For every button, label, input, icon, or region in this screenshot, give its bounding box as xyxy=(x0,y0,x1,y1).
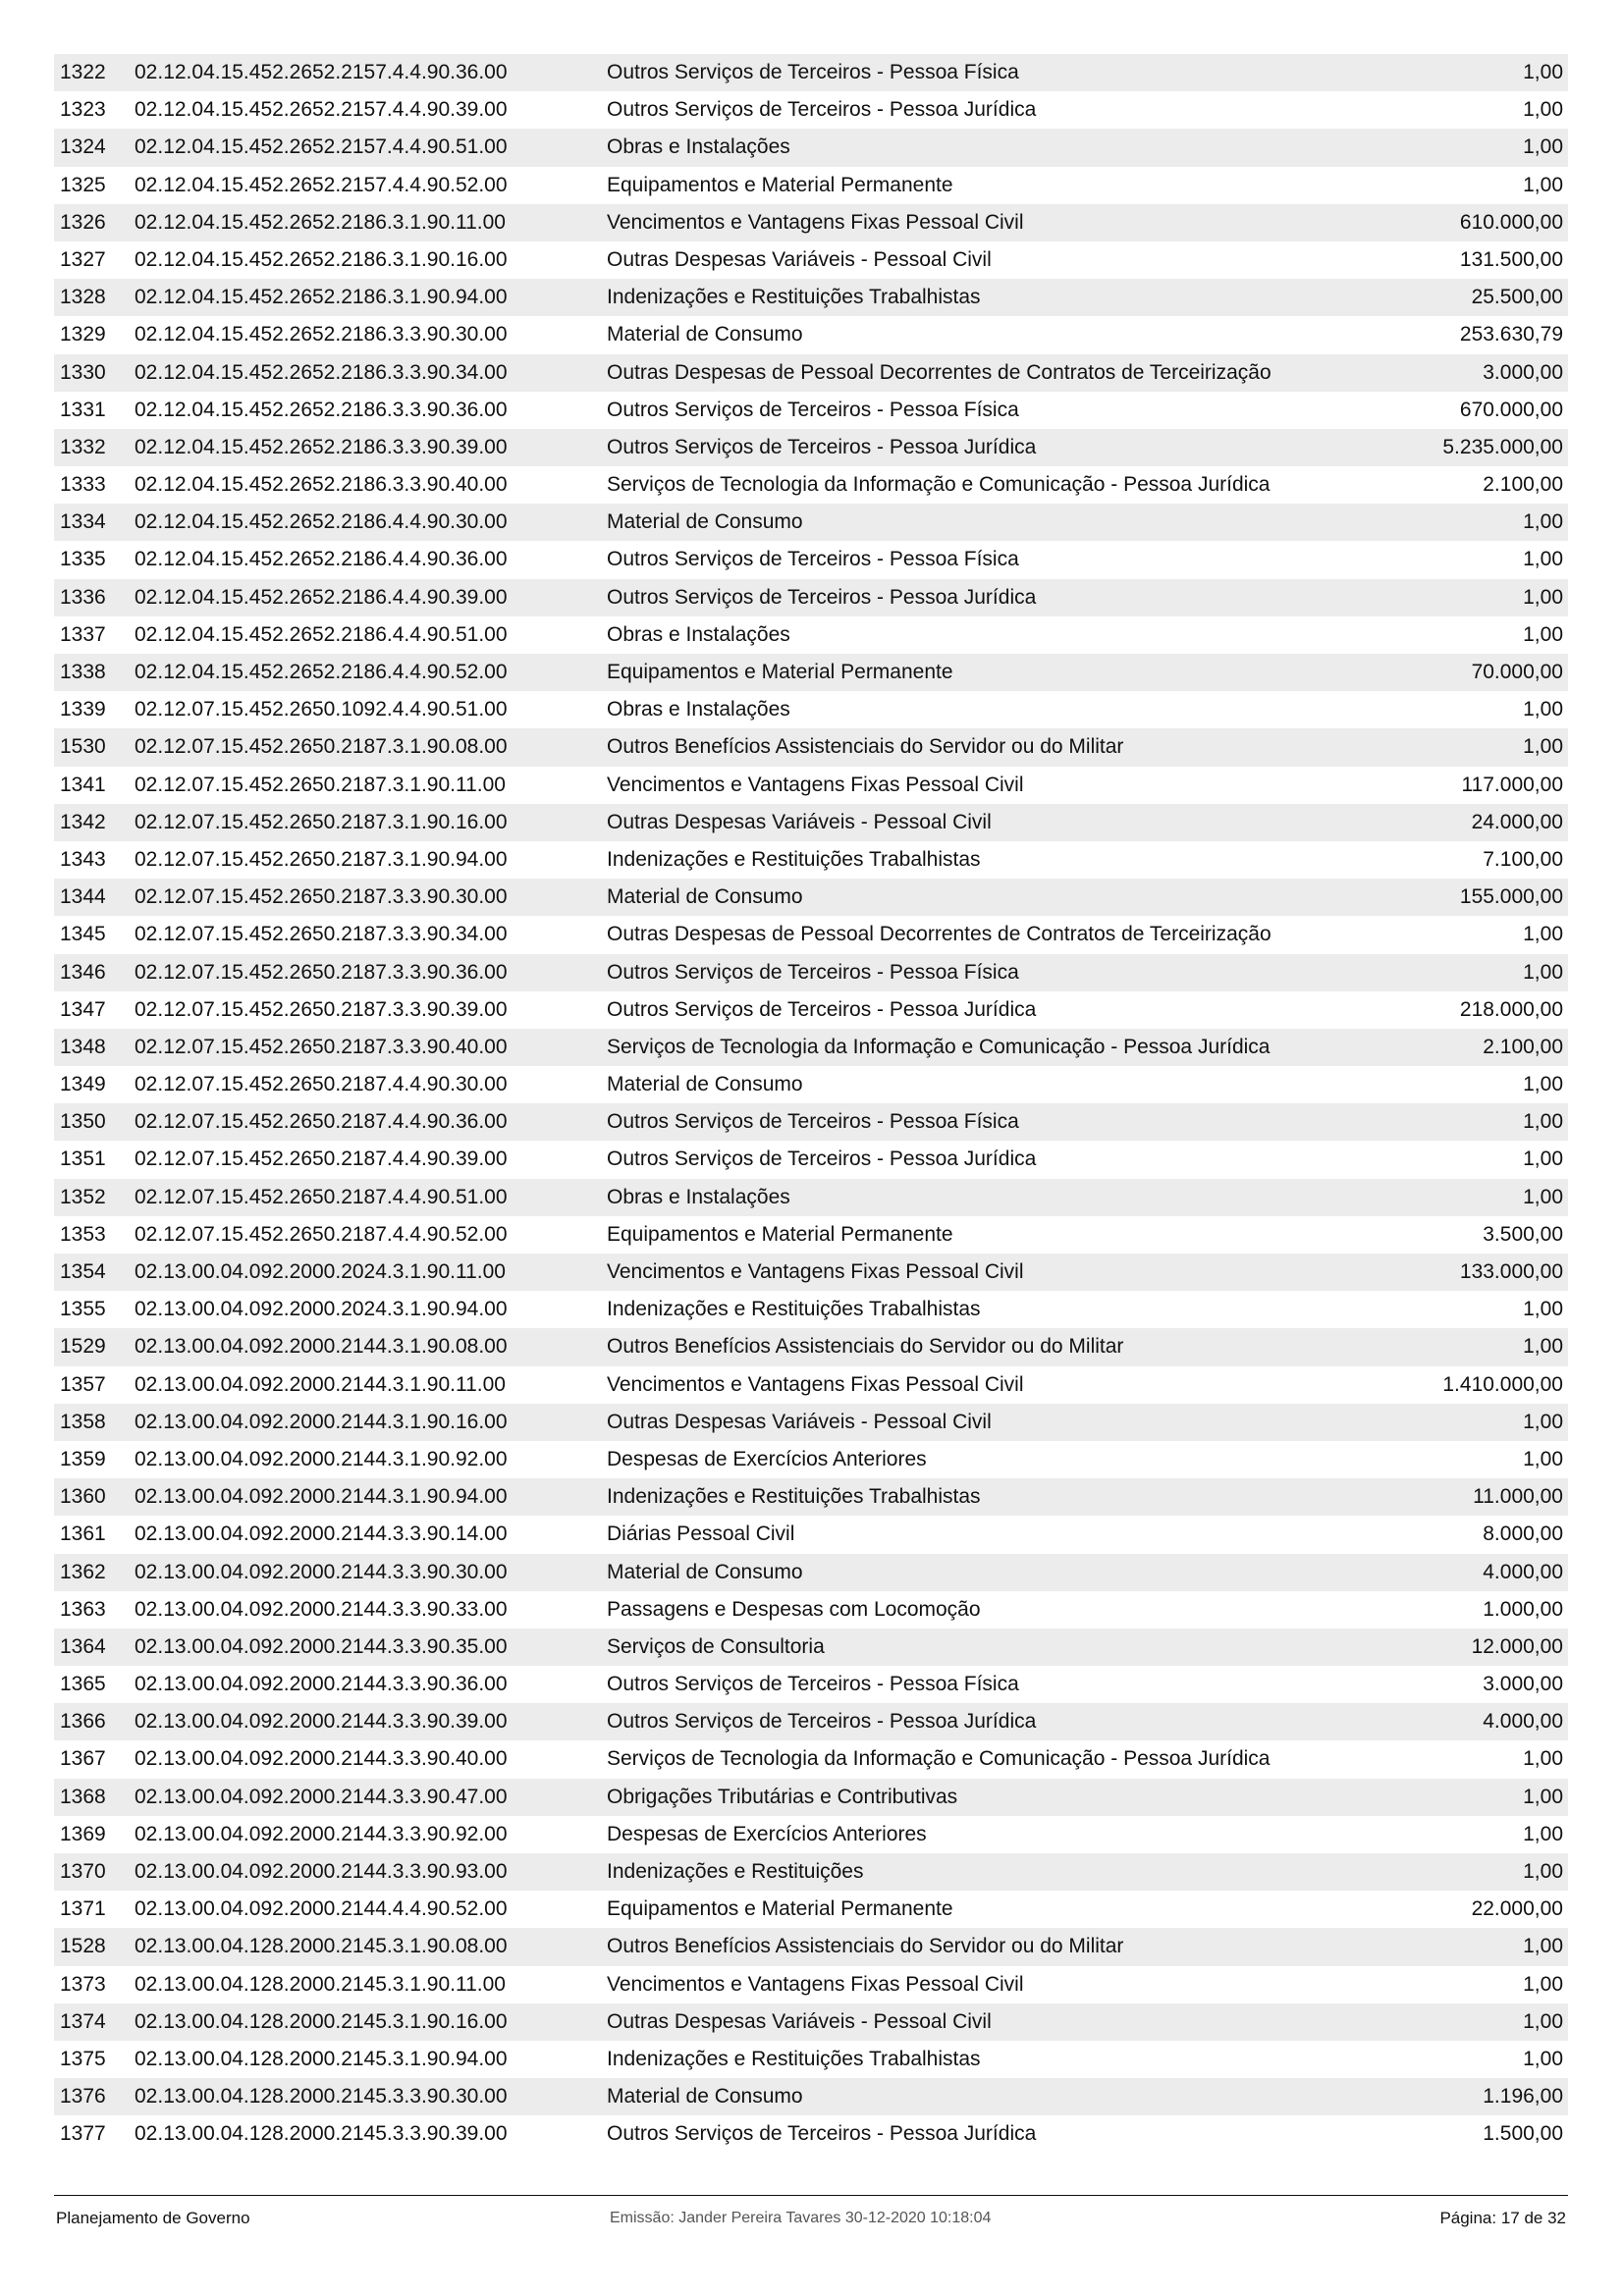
table-row xyxy=(54,1591,1568,1629)
row-value: 1,00 xyxy=(1523,960,1563,984)
row-number: 1357 xyxy=(60,1372,106,1396)
row-value: 1,00 xyxy=(1523,698,1563,721)
table-row xyxy=(54,1703,1568,1740)
table-row xyxy=(54,1366,1568,1404)
row-value: 1,00 xyxy=(1523,1822,1563,1845)
row-value: 1,00 xyxy=(1523,1298,1563,1321)
row-description: Outros Serviços de Terceiros - Pessoa Física xyxy=(607,398,1019,421)
row-description: Equipamentos e Material Permanente xyxy=(607,1897,953,1921)
row-code: 02.13.00.04.092.2000.2144.3.1.90.16.00 xyxy=(135,1410,508,1433)
row-description: Outras Despesas Variáveis - Pessoal Civil xyxy=(607,247,992,271)
row-description: Despesas de Exercícios Anteriores xyxy=(607,1447,927,1470)
row-value: 5.235.000,00 xyxy=(1442,435,1563,458)
row-value: 1,00 xyxy=(1523,1935,1563,1958)
row-number: 1337 xyxy=(60,622,106,646)
row-value: 1,00 xyxy=(1523,1747,1563,1771)
row-value: 24.000,00 xyxy=(1471,810,1563,833)
row-description: Equipamentos e Material Permanente xyxy=(607,1222,953,1246)
row-value: 1,00 xyxy=(1523,585,1563,609)
row-value: 1.196,00 xyxy=(1483,2085,1563,2109)
row-number: 1362 xyxy=(60,1560,106,1583)
row-code: 02.12.04.15.452.2652.2186.3.1.90.11.00 xyxy=(135,210,506,234)
row-value: 670.000,00 xyxy=(1459,398,1563,421)
table-row xyxy=(54,1478,1568,1516)
row-code: 02.12.07.15.452.2650.2187.3.1.90.94.00 xyxy=(135,847,508,871)
row-description: Material de Consumo xyxy=(607,2085,803,2109)
row-number: 1333 xyxy=(60,473,106,497)
row-description: Indenizações e Restituições Trabalhistas xyxy=(607,2047,981,2070)
row-code: 02.12.07.15.452.2650.1092.4.4.90.51.00 xyxy=(135,698,508,721)
row-number: 1345 xyxy=(60,923,106,946)
row-value: 1,00 xyxy=(1523,98,1563,122)
row-description: Outros Serviços de Terceiros - Pessoa Jurídica xyxy=(607,997,1037,1021)
row-number: 1343 xyxy=(60,847,106,871)
row-number: 1354 xyxy=(60,1260,106,1283)
row-code: 02.12.04.15.452.2652.2186.3.1.90.94.00 xyxy=(135,286,508,309)
table-row xyxy=(54,991,1568,1029)
row-code: 02.13.00.04.092.2000.2144.3.1.90.11.00 xyxy=(135,1372,506,1396)
footer-divider xyxy=(54,2195,1568,2196)
table-row xyxy=(54,204,1568,241)
row-number: 1352 xyxy=(60,1185,106,1208)
row-value: 4.000,00 xyxy=(1483,1560,1563,1583)
row-code: 02.13.00.04.092.2000.2144.3.3.90.36.00 xyxy=(135,1673,508,1696)
row-code: 02.12.04.15.452.2652.2186.4.4.90.52.00 xyxy=(135,661,508,683)
table-row xyxy=(54,728,1568,766)
row-number: 1353 xyxy=(60,1222,106,1246)
table-row xyxy=(54,1441,1568,1478)
row-code: 02.12.07.15.452.2650.2187.3.1.90.16.00 xyxy=(135,810,508,833)
table-row xyxy=(54,1629,1568,1666)
row-code: 02.12.07.15.452.2650.2187.3.3.90.36.00 xyxy=(135,960,508,984)
row-code: 02.13.00.04.092.2000.2144.3.3.90.47.00 xyxy=(135,1785,508,1808)
row-code: 02.12.07.15.452.2650.2187.3.1.90.08.00 xyxy=(135,735,508,759)
row-value: 1,00 xyxy=(1523,1860,1563,1883)
row-code: 02.13.00.04.092.2000.2144.3.3.90.40.00 xyxy=(135,1747,508,1771)
row-description: Indenizações e Restituições Trabalhistas xyxy=(607,1485,981,1509)
footer-page-number: Página: 17 de 32 xyxy=(1439,2209,1566,2227)
row-code: 02.12.04.15.452.2652.2186.3.1.90.16.00 xyxy=(135,247,508,271)
row-number: 1370 xyxy=(60,1860,106,1883)
row-code: 02.12.07.15.452.2650.2187.3.3.90.40.00 xyxy=(135,1035,508,1058)
row-code: 02.12.07.15.452.2650.2187.3.3.90.34.00 xyxy=(135,923,508,946)
row-code: 02.12.04.15.452.2652.2186.3.3.90.39.00 xyxy=(135,435,508,458)
row-code: 02.12.04.15.452.2652.2157.4.4.90.51.00 xyxy=(135,135,508,159)
row-description: Material de Consumo xyxy=(607,1560,803,1583)
row-number: 1324 xyxy=(60,135,106,159)
row-number: 1371 xyxy=(60,1897,106,1921)
row-value: 25.500,00 xyxy=(1471,286,1563,309)
row-number: 1330 xyxy=(60,360,106,384)
row-number: 1341 xyxy=(60,773,106,796)
row-number: 1348 xyxy=(60,1035,106,1058)
row-value: 12.000,00 xyxy=(1471,1634,1563,1658)
row-code: 02.12.04.15.452.2652.2186.3.3.90.36.00 xyxy=(135,398,508,421)
row-description: Outros Serviços de Terceiros - Pessoa Física xyxy=(607,960,1019,984)
row-value: 1,00 xyxy=(1523,1148,1563,1171)
row-code: 02.13.00.04.092.2000.2144.3.3.90.92.00 xyxy=(135,1822,508,1845)
table-row xyxy=(54,54,1568,91)
row-value: 1,00 xyxy=(1523,2047,1563,2070)
row-value: 1,00 xyxy=(1523,173,1563,196)
row-description: Outros Serviços de Terceiros - Pessoa Física xyxy=(607,61,1019,83)
row-number: 1369 xyxy=(60,1822,106,1845)
row-value: 2.100,00 xyxy=(1483,1035,1563,1058)
footer-org: Planejamento de Governo xyxy=(56,2209,250,2227)
table-row xyxy=(54,1816,1568,1853)
table-row xyxy=(54,167,1568,204)
row-number: 1322 xyxy=(60,61,106,83)
row-value: 70.000,00 xyxy=(1471,661,1563,683)
row-value: 1,00 xyxy=(1523,735,1563,759)
row-number: 1366 xyxy=(60,1710,106,1734)
row-description: Outros Serviços de Terceiros - Pessoa Física xyxy=(607,1110,1019,1134)
table-row xyxy=(54,1516,1568,1553)
row-code: 02.13.00.04.128.2000.2145.3.1.90.94.00 xyxy=(135,2047,508,2070)
row-description: Serviços de Tecnologia da Informação e Comunicação - Pessoa Jurídica xyxy=(607,473,1271,497)
row-value: 11.000,00 xyxy=(1473,1485,1563,1509)
row-value: 253.630,79 xyxy=(1459,323,1563,347)
row-code: 02.13.00.04.128.2000.2145.3.1.90.08.00 xyxy=(135,1935,508,1958)
row-description: Outros Benefícios Assistenciais do Servidor ou do Militar xyxy=(607,735,1124,759)
row-value: 1,00 xyxy=(1523,1410,1563,1433)
row-number: 1359 xyxy=(60,1447,106,1470)
row-code: 02.12.04.15.452.2652.2186.4.4.90.51.00 xyxy=(135,622,508,646)
table-row xyxy=(54,392,1568,429)
row-number: 1375 xyxy=(60,2047,106,2070)
row-description: Outros Serviços de Terceiros - Pessoa Jurídica xyxy=(607,1148,1037,1171)
row-code: 02.13.00.04.092.2000.2144.3.1.90.92.00 xyxy=(135,1447,508,1470)
table-row xyxy=(54,954,1568,991)
row-code: 02.13.00.04.092.2000.2024.3.1.90.94.00 xyxy=(135,1298,508,1321)
row-description: Despesas de Exercícios Anteriores xyxy=(607,1822,927,1845)
row-code: 02.12.07.15.452.2650.2187.4.4.90.39.00 xyxy=(135,1148,508,1171)
row-value: 1,00 xyxy=(1523,1185,1563,1208)
row-number: 1338 xyxy=(60,661,106,683)
row-number: 1334 xyxy=(60,510,106,534)
table-row xyxy=(54,1328,1568,1365)
table-row xyxy=(54,579,1568,616)
row-description: Outras Despesas Variáveis - Pessoal Civil xyxy=(607,2009,992,2033)
row-description: Vencimentos e Vantagens Fixas Pessoal Civil xyxy=(607,1372,1024,1396)
row-description: Outras Despesas Variáveis - Pessoal Civil xyxy=(607,1410,992,1433)
row-description: Outras Despesas Variáveis - Pessoal Civil xyxy=(607,810,992,833)
row-code: 02.13.00.04.092.2000.2144.3.3.90.93.00 xyxy=(135,1860,508,1883)
row-number: 1363 xyxy=(60,1597,106,1621)
table-row xyxy=(54,129,1568,166)
row-description: Material de Consumo xyxy=(607,323,803,347)
row-description: Obras e Instalações xyxy=(607,1185,790,1208)
row-value: 1,00 xyxy=(1523,1335,1563,1359)
budget-table xyxy=(54,54,1568,2154)
row-number: 1377 xyxy=(60,2122,106,2146)
row-code: 02.12.07.15.452.2650.2187.4.4.90.30.00 xyxy=(135,1073,508,1096)
row-number: 1528 xyxy=(60,1935,106,1958)
table-row xyxy=(54,2115,1568,2153)
row-code: 02.12.04.15.452.2652.2186.3.3.90.34.00 xyxy=(135,360,508,384)
row-number: 1365 xyxy=(60,1673,106,1696)
row-number: 1339 xyxy=(60,698,106,721)
row-number: 1328 xyxy=(60,286,106,309)
row-value: 1,00 xyxy=(1523,510,1563,534)
row-number: 1344 xyxy=(60,885,106,909)
row-value: 133.000,00 xyxy=(1459,1260,1563,1283)
table-row xyxy=(54,429,1568,466)
footer-emission: Emissão: Jander Pereira Tavares 30-12-2020 10:18:04 xyxy=(610,2210,992,2226)
row-value: 3.000,00 xyxy=(1483,1673,1563,1696)
table-row xyxy=(54,1141,1568,1178)
row-value: 3.000,00 xyxy=(1483,360,1563,384)
row-code: 02.12.07.15.452.2650.2187.3.3.90.39.00 xyxy=(135,997,508,1021)
row-value: 1,00 xyxy=(1523,1447,1563,1470)
row-value: 22.000,00 xyxy=(1471,1897,1563,1921)
row-description: Serviços de Consultoria xyxy=(607,1634,825,1658)
row-code: 02.13.00.04.092.2000.2144.4.4.90.52.00 xyxy=(135,1897,508,1921)
table-row xyxy=(54,1666,1568,1703)
row-description: Outros Serviços de Terceiros - Pessoa Jurídica xyxy=(607,585,1037,609)
row-description: Obrigações Tributárias e Contributivas xyxy=(607,1785,958,1808)
table-row xyxy=(54,241,1568,279)
row-number: 1358 xyxy=(60,1410,106,1433)
row-description: Indenizações e Restituições Trabalhistas xyxy=(607,847,981,871)
row-value: 1,00 xyxy=(1523,622,1563,646)
row-code: 02.13.00.04.128.2000.2145.3.3.90.39.00 xyxy=(135,2122,508,2146)
table-row xyxy=(54,1179,1568,1216)
table-row xyxy=(54,1966,1568,2003)
row-description: Serviços de Tecnologia da Informação e Comunicação - Pessoa Jurídica xyxy=(607,1747,1271,1771)
row-number: 1335 xyxy=(60,548,106,571)
row-number: 1530 xyxy=(60,735,106,759)
row-description: Outros Serviços de Terceiros - Pessoa Física xyxy=(607,548,1019,571)
row-value: 1,00 xyxy=(1523,1073,1563,1096)
row-number: 1376 xyxy=(60,2085,106,2109)
row-description: Equipamentos e Material Permanente xyxy=(607,661,953,683)
table-row xyxy=(54,504,1568,541)
row-value: 1,00 xyxy=(1523,2009,1563,2033)
row-description: Obras e Instalações xyxy=(607,135,790,159)
row-code: 02.13.00.04.092.2000.2144.3.3.90.30.00 xyxy=(135,1560,508,1583)
table-row xyxy=(54,916,1568,953)
row-description: Outros Benefícios Assistenciais do Servidor ou do Militar xyxy=(607,1335,1124,1359)
table-row xyxy=(54,541,1568,578)
row-value: 610.000,00 xyxy=(1459,210,1563,234)
table-row xyxy=(54,354,1568,392)
row-description: Outros Serviços de Terceiros - Pessoa Jurídica xyxy=(607,98,1037,122)
table-row xyxy=(54,1291,1568,1328)
table-row xyxy=(54,841,1568,879)
row-code: 02.13.00.04.128.2000.2145.3.1.90.11.00 xyxy=(135,1972,506,1996)
row-code: 02.12.04.15.452.2652.2186.4.4.90.30.00 xyxy=(135,510,508,534)
row-code: 02.13.00.04.092.2000.2144.3.3.90.33.00 xyxy=(135,1597,508,1621)
row-description: Indenizações e Restituições Trabalhistas xyxy=(607,286,981,309)
row-description: Obras e Instalações xyxy=(607,622,790,646)
row-code: 02.13.00.04.092.2000.2144.3.3.90.35.00 xyxy=(135,1634,508,1658)
table-row xyxy=(54,1029,1568,1066)
row-description: Vencimentos e Vantagens Fixas Pessoal Civil xyxy=(607,1972,1024,1996)
table-row xyxy=(54,1740,1568,1778)
row-number: 1342 xyxy=(60,810,106,833)
table-row xyxy=(54,1103,1568,1141)
row-description: Serviços de Tecnologia da Informação e Comunicação - Pessoa Jurídica xyxy=(607,1035,1271,1058)
row-description: Diárias Pessoal Civil xyxy=(607,1522,795,1546)
row-number: 1323 xyxy=(60,98,106,122)
row-number: 1368 xyxy=(60,1785,106,1808)
row-number: 1336 xyxy=(60,585,106,609)
table-row xyxy=(54,1928,1568,1965)
row-code: 02.13.00.04.128.2000.2145.3.1.90.16.00 xyxy=(135,2009,508,2033)
row-value: 7.100,00 xyxy=(1483,847,1563,871)
row-number: 1349 xyxy=(60,1073,106,1096)
row-description: Vencimentos e Vantagens Fixas Pessoal Civil xyxy=(607,210,1024,234)
row-number: 1364 xyxy=(60,1634,106,1658)
table-row xyxy=(54,1066,1568,1103)
row-number: 1374 xyxy=(60,2009,106,2033)
table-row xyxy=(54,1554,1568,1591)
row-code: 02.12.04.15.452.2652.2157.4.4.90.52.00 xyxy=(135,173,508,196)
row-description: Indenizações e Restituições xyxy=(607,1860,864,1883)
row-description: Outras Despesas de Pessoal Decorrentes de Contratos de Terceirização xyxy=(607,923,1271,946)
row-value: 2.100,00 xyxy=(1483,473,1563,497)
row-number: 1367 xyxy=(60,1747,106,1771)
row-value: 8.000,00 xyxy=(1483,1522,1563,1546)
row-value: 1.500,00 xyxy=(1483,2122,1563,2146)
row-code: 02.13.00.04.092.2000.2144.3.3.90.14.00 xyxy=(135,1522,508,1546)
table-row xyxy=(54,1254,1568,1291)
row-number: 1325 xyxy=(60,173,106,196)
row-code: 02.12.07.15.452.2650.2187.4.4.90.51.00 xyxy=(135,1185,508,1208)
row-number: 1529 xyxy=(60,1335,106,1359)
row-number: 1360 xyxy=(60,1485,106,1509)
table-row xyxy=(54,2078,1568,2115)
row-code: 02.12.07.15.452.2650.2187.3.1.90.11.00 xyxy=(135,773,506,796)
row-value: 3.500,00 xyxy=(1483,1222,1563,1246)
table-row xyxy=(54,2041,1568,2078)
row-code: 02.12.04.15.452.2652.2157.4.4.90.39.00 xyxy=(135,98,508,122)
row-description: Material de Consumo xyxy=(607,885,803,909)
row-code: 02.12.07.15.452.2650.2187.4.4.90.52.00 xyxy=(135,1222,508,1246)
row-value: 1,00 xyxy=(1523,1785,1563,1808)
row-code: 02.12.04.15.452.2652.2186.4.4.90.39.00 xyxy=(135,585,508,609)
row-code: 02.12.04.15.452.2652.2186.3.3.90.30.00 xyxy=(135,323,508,347)
row-code: 02.12.04.15.452.2652.2157.4.4.90.36.00 xyxy=(135,61,508,83)
row-description: Outros Serviços de Terceiros - Pessoa Jurídica xyxy=(607,435,1037,458)
row-code: 02.12.04.15.452.2652.2186.4.4.90.36.00 xyxy=(135,548,508,571)
row-description: Outros Benefícios Assistenciais do Servidor ou do Militar xyxy=(607,1935,1124,1958)
row-number: 1351 xyxy=(60,1148,106,1171)
row-description: Equipamentos e Material Permanente xyxy=(607,173,953,196)
row-value: 218.000,00 xyxy=(1459,997,1563,1021)
table-row xyxy=(54,879,1568,916)
row-description: Vencimentos e Vantagens Fixas Pessoal Civil xyxy=(607,773,1024,796)
table-row xyxy=(54,1891,1568,1928)
table-row xyxy=(54,767,1568,804)
row-value: 4.000,00 xyxy=(1483,1710,1563,1734)
row-value: 1.410.000,00 xyxy=(1442,1372,1563,1396)
row-description: Material de Consumo xyxy=(607,1073,803,1096)
table-row xyxy=(54,316,1568,353)
row-number: 1350 xyxy=(60,1110,106,1134)
row-description: Outros Serviços de Terceiros - Pessoa Jurídica xyxy=(607,1710,1037,1734)
table-row xyxy=(54,654,1568,691)
row-value: 1,00 xyxy=(1523,1972,1563,1996)
row-description: Outros Serviços de Terceiros - Pessoa Jurídica xyxy=(607,2122,1037,2146)
row-code: 02.12.04.15.452.2652.2186.3.3.90.40.00 xyxy=(135,473,508,497)
table-row xyxy=(54,616,1568,654)
row-value: 1,00 xyxy=(1523,1110,1563,1134)
row-number: 1329 xyxy=(60,323,106,347)
row-value: 1,00 xyxy=(1523,135,1563,159)
table-row xyxy=(54,91,1568,129)
row-code: 02.13.00.04.128.2000.2145.3.3.90.30.00 xyxy=(135,2085,508,2109)
row-code: 02.13.00.04.092.2000.2144.3.1.90.94.00 xyxy=(135,1485,508,1509)
row-number: 1355 xyxy=(60,1298,106,1321)
row-number: 1346 xyxy=(60,960,106,984)
row-description: Material de Consumo xyxy=(607,510,803,534)
row-value: 1,00 xyxy=(1523,548,1563,571)
row-code: 02.13.00.04.092.2000.2144.3.1.90.08.00 xyxy=(135,1335,508,1359)
row-description: Passagens e Despesas com Locomoção xyxy=(607,1597,981,1621)
table-row xyxy=(54,1404,1568,1441)
row-description: Outras Despesas de Pessoal Decorrentes de Contratos de Terceirização xyxy=(607,360,1271,384)
table-row xyxy=(54,1216,1568,1254)
row-code: 02.13.00.04.092.2000.2144.3.3.90.39.00 xyxy=(135,1710,508,1734)
table-row xyxy=(54,1779,1568,1816)
row-value: 131.500,00 xyxy=(1459,247,1563,271)
row-value: 117.000,00 xyxy=(1461,773,1563,796)
table-row xyxy=(54,466,1568,504)
table-row xyxy=(54,1853,1568,1891)
row-number: 1332 xyxy=(60,435,106,458)
row-number: 1326 xyxy=(60,210,106,234)
row-value: 1,00 xyxy=(1523,61,1563,83)
row-number: 1347 xyxy=(60,997,106,1021)
table-row xyxy=(54,2003,1568,2041)
row-code: 02.12.07.15.452.2650.2187.4.4.90.36.00 xyxy=(135,1110,508,1134)
table-row xyxy=(54,691,1568,728)
row-description: Indenizações e Restituições Trabalhistas xyxy=(607,1298,981,1321)
row-code: 02.13.00.04.092.2000.2024.3.1.90.11.00 xyxy=(135,1260,506,1283)
row-description: Outros Serviços de Terceiros - Pessoa Física xyxy=(607,1673,1019,1696)
row-number: 1331 xyxy=(60,398,106,421)
row-value: 1.000,00 xyxy=(1483,1597,1563,1621)
row-value: 155.000,00 xyxy=(1459,885,1563,909)
row-number: 1361 xyxy=(60,1522,106,1546)
row-code: 02.12.07.15.452.2650.2187.3.3.90.30.00 xyxy=(135,885,508,909)
table-row xyxy=(54,279,1568,316)
row-description: Obras e Instalações xyxy=(607,698,790,721)
row-description: Vencimentos e Vantagens Fixas Pessoal Civil xyxy=(607,1260,1024,1283)
row-number: 1327 xyxy=(60,247,106,271)
table-row xyxy=(54,804,1568,841)
row-value: 1,00 xyxy=(1523,923,1563,946)
row-number: 1373 xyxy=(60,1972,106,1996)
